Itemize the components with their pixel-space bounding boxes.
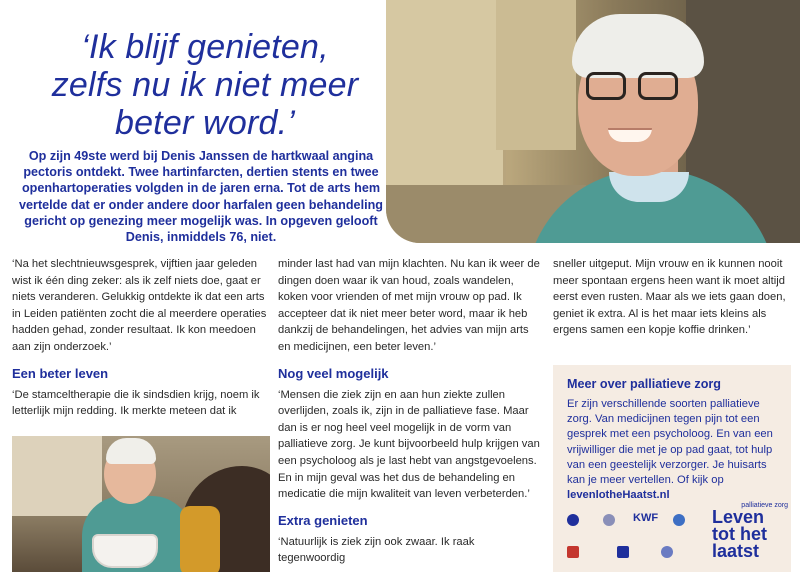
brand-tagline: palliatieve zorg: [741, 502, 788, 509]
partner-logo-icon: [567, 514, 579, 526]
partner-logo-icon: [673, 514, 685, 526]
partner-logo-icon: [603, 514, 615, 526]
info-box-link[interactable]: levenlotheHaatst.nl: [567, 489, 670, 502]
headline-line-1: ‘Ik blijf genieten,: [81, 28, 329, 66]
article-column-3: [553, 256, 793, 349]
paragraph: ‘Mensen die ziek zijn en aan hun ziekte zullen overlijden, zoals ik, zijn in de palliatieve fase. Maar dan is er nog heel veel mogelijk in de vorm van palliatieve zorg. Je kunt bijvoorbeeld hulp krijgen van een psycholoog als je last hebt van angstgevoelens. En in mijn geval was het dus de behandeling en medicatie die mijn kwaliteit van leven verbeterden.’: [278, 388, 540, 501]
brand-line-3: laatst: [712, 541, 760, 561]
paragraph: ‘Natuurlijk is ziek zijn ook zwaar. Ik raak tegenwoordig: [278, 535, 475, 565]
paragraph: ‘Na het slechtnieuwsgesprek, vijftien jaar geleden wist ik één ding zeker: als ik zelf niets doe, gaat er niets veranderen. Gelukkig ontdekte ik dat een arts in Leiden patiënten zocht die al meerdere operaties hadden gehad, zonder resultaat. Ik kon meedoen aan zijn onderzoek.’: [12, 258, 267, 353]
info-box-text: [567, 397, 779, 503]
partner-logo-icon: [617, 546, 629, 558]
headline-quote: [40, 28, 370, 142]
subheading-extra-genieten: Extra genieten: [278, 512, 368, 528]
paragraph: minder last had van mijn klachten. Nu kan ik weer de dingen doen waar ik van houd, zoals wandelen, koken voor vrienden of met mijn vrouw op pad. Ik accepteer dat ik niet meer beter word, maar ik heb dankzij de behandelingen, het advies van mijn arts en medicijnen, een beter leven.’: [278, 258, 540, 353]
brand-line-2: tot het: [712, 524, 767, 544]
headline-line-2: zelfs nu ik niet meer: [51, 66, 359, 104]
headline-line-3: beter word.’: [114, 104, 296, 142]
partner-logo-icon: [661, 546, 673, 558]
info-box-body: Er zijn verschillende soorten palliatieve zorg. Van medicijnen tegen pijn tot een gesprek met een psycholoog. En van een vrijwilliger die met je op pad gaat, tot hulp van een geestelijk verzorger. Je huisarts kan je meer vertellen. Of kijk op: [567, 398, 773, 487]
cooking-photo: [12, 436, 270, 572]
subheading-een-beter-leven: Een beter leven: [12, 365, 109, 381]
paragraph: sneller uitgeput. Mijn vrouw en ik kunnen nooit meer spontaan ergens heen want ik moet altijd eerst even rusten. Maar als we iets gaan doen, geniet ik extra. Al is het maar iets kleins als ergens samen een kopje koffie drinken.’: [553, 258, 786, 337]
partner-logos: [565, 508, 705, 568]
paragraph: ‘De stamceltherapie die ik sindsdien krijg, noem ik letterlijk mijn redding. Ik merkte meteen dat ik: [12, 388, 260, 418]
article-column-1: [12, 256, 270, 430]
article-column-2: [278, 256, 542, 572]
partner-logo-icon: [567, 546, 579, 558]
info-box-title: Meer over palliatieve zorg: [567, 377, 721, 391]
brand-line-1: Leven: [712, 507, 765, 527]
portrait-photo: [386, 0, 800, 243]
intro-paragraph: Op zijn 49ste werd bij Denis Janssen de hartkwaal angina pectoris ontdekt. Twee hartinfarcten, dertien stents en twee openhartoperaties volgden in de jaren erna. Tot de arts hem vertelde dat er onder andere door harfalen geen behandeling gericht op genezing meer mogelijk was. In opgeven gelooft Denis, inmiddels 76, niet.: [19, 149, 383, 245]
subheading-nog-veel-mogelijk: Nog veel mogelijk: [278, 365, 389, 381]
kwf-logo: KWF: [633, 512, 659, 524]
leven-tot-het-laatst-logo: [712, 502, 794, 560]
